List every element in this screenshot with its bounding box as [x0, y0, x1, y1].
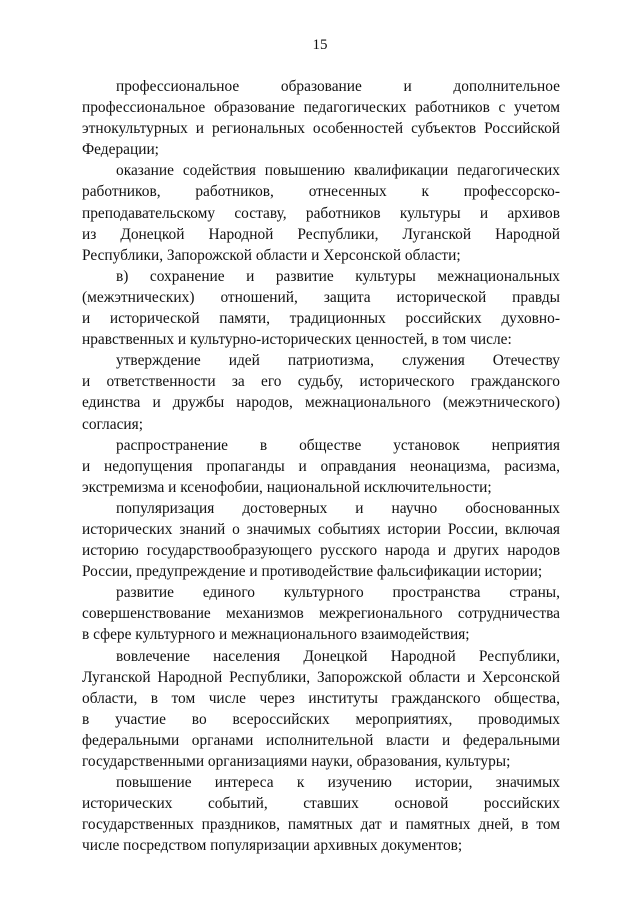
paragraph	[82, 498, 560, 582]
text-line: профессиональное образование педагогических работников с учетом	[82, 99, 560, 117]
text-line: федеральными органами исполнительной власти и федеральными	[82, 731, 560, 749]
text-line: в участие во всероссийских мероприятиях, проводимых	[82, 710, 560, 728]
text-line: вовлечение населения Донецкой Народной Республики,	[116, 647, 560, 665]
text-line: числе посредством популяризации архивных документов;	[82, 837, 463, 855]
text-line: популяризация достоверных и научно обоснованных	[116, 499, 560, 517]
text-line: оказание содействия повышению квалификации педагогических	[116, 162, 560, 180]
text-line: экстремизма и ксенофобии, национальной исключительности;	[82, 478, 492, 496]
paragraph	[82, 350, 560, 434]
text-line: утверждение идей патриотизма, служения Отечеству	[116, 352, 560, 370]
paragraph	[82, 772, 560, 856]
text-line: историю государствообразующего русского народа и других народов	[82, 542, 560, 560]
text-line: России, предупреждение и противодействие фальсификации истории;	[82, 563, 543, 581]
text-line: (межэтнических) отношений, защита исторической правды	[82, 288, 560, 306]
text-line: в) сохранение и развитие культуры межнациональных	[116, 267, 560, 285]
paragraph	[82, 266, 560, 350]
text-line: согласия;	[82, 415, 143, 433]
text-line: Луганской Народной Республики, Запорожской области и Херсонской	[82, 668, 560, 686]
text-line: повышение интереса к изучению истории, значимых	[116, 774, 560, 792]
text-line: работников, работников, отнесенных к профессорско-	[82, 183, 560, 201]
paragraph	[82, 160, 560, 265]
paragraph	[82, 582, 560, 645]
text-line: распространение в обществе установок неприятия	[116, 436, 560, 454]
text-line: и исторической памяти, традиционных российских духовно-	[82, 310, 560, 328]
text-line: государственными организациями науки, образования, культуры;	[82, 753, 511, 770]
text-line: области, в том числе через институты гражданского общества,	[82, 689, 560, 707]
text-line: единства и дружбы народов, межнационального (межэтнического)	[82, 394, 560, 412]
text-line: преподавательскому составу, работников культуры и архивов	[82, 204, 560, 222]
text-line: исторических событий, ставших основой российских	[82, 795, 560, 813]
text-line: Республики, Запорожской области и Херсонской области;	[82, 246, 461, 264]
text-line: этнокультурных и региональных особенностей субъектов Российской	[82, 120, 560, 138]
text-line: Федерации;	[82, 141, 159, 159]
text-line: из Донецкой Народной Республики, Луганской Народной	[82, 225, 560, 243]
text-line: исторических знаний о значимых событиях истории России, включая	[82, 520, 560, 538]
text-line: развитие единого культурного пространства страны,	[116, 584, 560, 602]
text-line: в сфере культурного и межнационального взаимодействия;	[82, 626, 470, 644]
paragraph	[82, 76, 560, 160]
text-line: и недопущения пропаганды и оправдания неонацизма, расизма,	[82, 457, 560, 475]
page-number: 15	[312, 37, 328, 53]
text-line: нравственных и культурно-исторических ценностей, в том числе:	[82, 331, 512, 349]
paragraph	[82, 646, 560, 773]
text-line: государственных праздников, памятных дат и памятных дней, в том	[82, 816, 560, 834]
text-line: и ответственности за его судьбу, исторического гражданского	[82, 373, 560, 391]
document-body	[82, 76, 560, 856]
text-line: профессиональное образование и дополнительное	[116, 78, 560, 95]
paragraph	[82, 435, 560, 498]
text-line: совершенствование механизмов межрегионального сотрудничества	[82, 605, 560, 623]
